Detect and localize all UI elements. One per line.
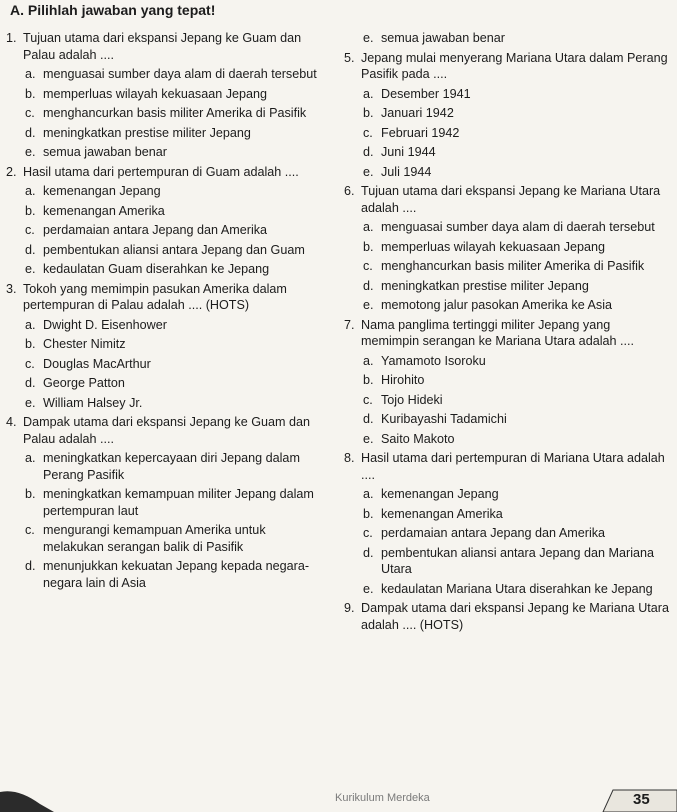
answer-option	[25, 356, 326, 373]
option-letter: c.	[363, 526, 373, 540]
answer-option	[363, 411, 669, 428]
answer-option	[363, 164, 669, 181]
answer-option	[363, 30, 669, 47]
option-letter: a.	[363, 487, 374, 501]
option-letter: c.	[25, 523, 35, 537]
question-block	[344, 30, 669, 47]
option-text: Saito Makoto	[381, 431, 455, 446]
question	[6, 164, 326, 181]
question-number: 7.	[344, 317, 355, 332]
option-letter: e.	[25, 395, 36, 410]
answer-option	[363, 525, 669, 542]
question-block	[344, 600, 669, 633]
option-letter: e.	[25, 262, 36, 276]
option-letter: b.	[25, 203, 36, 218]
answer-option	[363, 431, 669, 448]
option-text: Kuribayashi Tadamichi	[381, 412, 507, 426]
option-text: Desember 1941	[381, 86, 471, 101]
option-text: pembentukan aliansi antara Jepang dan Mariana Utara	[381, 545, 655, 576]
option-letter: a.	[363, 220, 374, 234]
option-letter: b.	[363, 239, 374, 254]
answer-option	[25, 486, 326, 519]
question-number: 8.	[344, 451, 355, 465]
option-letter: a.	[25, 451, 36, 465]
option-letter: b.	[363, 106, 374, 120]
answer-option	[363, 506, 669, 523]
left-question-column	[6, 30, 326, 594]
question	[344, 450, 669, 483]
option-letter: e.	[363, 431, 374, 446]
option-letter: e.	[363, 164, 374, 179]
question	[344, 600, 669, 633]
option-text: Yamamoto Isoroku	[381, 353, 486, 368]
answer-option	[25, 105, 326, 122]
option-letter: e.	[363, 298, 374, 312]
answer-option	[363, 144, 669, 161]
answer-option	[25, 86, 326, 103]
option-text: George Patton	[43, 376, 125, 390]
option-text: Januari 1942	[381, 106, 454, 120]
question-text: Hasil utama dari pertempuran di Guam adalah ....	[23, 164, 299, 179]
answer-option	[25, 522, 326, 555]
answer-option	[363, 125, 669, 142]
answer-option	[363, 581, 669, 598]
option-text: kedaulatan Guam diserahkan ke Jepang	[43, 262, 270, 276]
option-letter: d.	[363, 145, 374, 159]
question-text: Dampak utama dari ekspansi Jepang ke Guam dan Palau adalah ....	[23, 415, 311, 446]
question-block	[6, 281, 326, 412]
answer-option	[363, 219, 669, 236]
answer-option	[25, 395, 326, 412]
option-text: Douglas MacArthur	[43, 356, 151, 371]
option-text: kemenangan Amerika	[43, 203, 165, 218]
question-number: 4.	[6, 415, 17, 429]
answer-option	[25, 183, 326, 200]
page-number: 35	[633, 791, 650, 808]
option-text: Juli 1944	[381, 164, 432, 179]
option-letter: b.	[25, 337, 36, 351]
option-letter: a.	[25, 317, 36, 332]
answer-option	[25, 203, 326, 220]
answer-option	[25, 261, 326, 278]
option-text: menunjukkan kekuatan Jepang kepada negara-negara lain di Asia	[43, 559, 310, 590]
question-text: Tokoh yang memimpin pasukan Amerika dalam pertempuran di Palau adalah .... (HOTS)	[23, 281, 287, 312]
option-text: William Halsey Jr.	[43, 395, 143, 410]
question-text: Hasil utama dari pertempuran di Mariana Utara adalah ....	[361, 451, 665, 482]
question	[6, 281, 326, 314]
option-text: Juni 1944	[381, 145, 436, 159]
option-letter: b.	[25, 487, 36, 501]
question	[344, 50, 669, 83]
option-letter: a.	[25, 67, 36, 81]
option-letter: d.	[25, 559, 36, 573]
option-letter: d.	[25, 376, 36, 390]
question	[344, 317, 669, 350]
option-text: meningkatkan prestise militer Jepang	[381, 278, 589, 293]
option-letter: c.	[25, 106, 35, 120]
option-text: menghancurkan basis militer Amerika di Pasifik	[43, 106, 307, 120]
answer-option	[25, 450, 326, 483]
question-number: 3.	[6, 281, 17, 296]
option-letter: c.	[363, 392, 373, 407]
option-text: perdamaian antara Jepang dan Amerika	[381, 526, 606, 540]
question-text: Tujuan utama dari ekspansi Jepang ke Guam dan Palau adalah ....	[23, 31, 302, 62]
question	[6, 30, 326, 63]
corner-decoration	[0, 786, 60, 812]
answer-option	[363, 297, 669, 314]
question-number: 2.	[6, 164, 17, 179]
question-text: Dampak utama dari ekspansi Jepang ke Mariana Utara adalah .... (HOTS)	[361, 601, 670, 632]
option-text: mengurangi kemampuan Amerika untuk melakukan serangan balik di Pasifik	[43, 523, 266, 554]
option-letter: d.	[363, 412, 374, 426]
answer-option	[25, 375, 326, 392]
answer-option	[363, 486, 669, 503]
question-block	[6, 414, 326, 591]
option-letter: c.	[363, 125, 373, 140]
answer-option	[363, 278, 669, 295]
option-letter: e.	[363, 581, 374, 596]
question	[344, 183, 669, 216]
answer-option	[25, 242, 326, 259]
option-letter: d.	[25, 242, 36, 257]
option-letter: a.	[363, 86, 374, 101]
answer-option	[25, 222, 326, 239]
option-text: semua jawaban benar	[43, 145, 167, 159]
answer-option	[363, 239, 669, 256]
option-text: meningkatkan prestise militer Jepang	[43, 125, 251, 140]
option-text: memperluas wilayah kekuasaan Jepang	[43, 86, 268, 101]
option-letter: e.	[25, 145, 36, 159]
option-text: memperluas wilayah kekuasaan Jepang	[381, 239, 606, 254]
option-letter: c.	[25, 356, 35, 371]
option-letter: e.	[363, 31, 374, 45]
answer-option	[363, 372, 669, 389]
option-text: menguasai sumber daya alam di daerah tersebut	[43, 67, 317, 81]
question-number: 5.	[344, 50, 355, 65]
right-question-column	[344, 30, 669, 636]
option-letter: a.	[363, 353, 374, 368]
question-block	[344, 450, 669, 597]
question-block	[6, 30, 326, 161]
answer-option	[363, 392, 669, 409]
option-text: Tojo Hideki	[381, 392, 443, 407]
answer-option	[363, 105, 669, 122]
question-text: Nama panglima tertinggi militer Jepang yang memimpin serangan ke Mariana Utara adalah ....	[361, 317, 634, 348]
option-text: meningkatkan kemampuan militer Jepang dalam pertempuran laut	[43, 487, 314, 518]
answer-option	[363, 353, 669, 370]
option-text: kedaulatan Mariana Utara diserahkan ke Jepang	[381, 581, 653, 596]
answer-option	[25, 336, 326, 353]
question-block	[344, 317, 669, 448]
option-letter: d.	[25, 125, 36, 140]
answer-option	[363, 258, 669, 275]
section-title: A. Pilihlah jawaban yang tepat!	[10, 2, 216, 18]
option-letter: a.	[25, 184, 36, 198]
option-text: kemenangan Jepang	[381, 487, 499, 501]
footer-label: Kurikulum Merdeka	[335, 792, 430, 804]
question-number: 9.	[344, 601, 355, 615]
option-text: pembentukan aliansi antara Jepang dan Guam	[43, 242, 305, 257]
option-letter: b.	[363, 506, 374, 521]
question-text: Jepang mulai menyerang Mariana Utara dalam Perang Pasifik pada ....	[361, 50, 668, 81]
answer-option	[363, 545, 669, 578]
option-text: kemenangan Amerika	[381, 506, 503, 521]
option-text: menghancurkan basis militer Amerika di Pasifik	[381, 259, 645, 273]
question	[6, 414, 326, 447]
option-text: kemenangan Jepang	[43, 184, 161, 198]
answer-option	[25, 317, 326, 334]
option-text: memotong jalur pasokan Amerika ke Asia	[381, 298, 613, 312]
option-text: menguasai sumber daya alam di daerah tersebut	[381, 220, 655, 234]
question-block	[344, 183, 669, 314]
option-letter: d.	[363, 278, 374, 293]
question-text: Tujuan utama dari ekspansi Jepang ke Mariana Utara adalah ....	[361, 184, 661, 215]
option-text: Dwight D. Eisenhower	[43, 317, 167, 332]
answer-option	[25, 144, 326, 161]
question-number: 6.	[344, 184, 355, 198]
option-letter: c.	[363, 259, 373, 273]
option-text: perdamaian antara Jepang dan Amerika	[43, 223, 268, 237]
question-block	[6, 164, 326, 278]
answer-option	[25, 66, 326, 83]
option-letter: c.	[25, 223, 35, 237]
option-letter: b.	[363, 373, 374, 387]
page-badge	[599, 788, 677, 812]
question-number: 1.	[6, 31, 17, 45]
option-letter: d.	[363, 545, 374, 560]
option-text: Februari 1942	[381, 125, 460, 140]
answer-option	[363, 86, 669, 103]
option-text: meningkatkan kepercayaan diri Jepang dalam Perang Pasifik	[43, 451, 300, 482]
option-text: Hirohito	[381, 373, 425, 387]
question-block	[344, 50, 669, 181]
answer-option	[25, 125, 326, 142]
option-letter: b.	[25, 86, 36, 101]
option-text: Chester Nimitz	[43, 337, 126, 351]
option-text: semua jawaban benar	[381, 31, 505, 45]
answer-option	[25, 558, 326, 591]
